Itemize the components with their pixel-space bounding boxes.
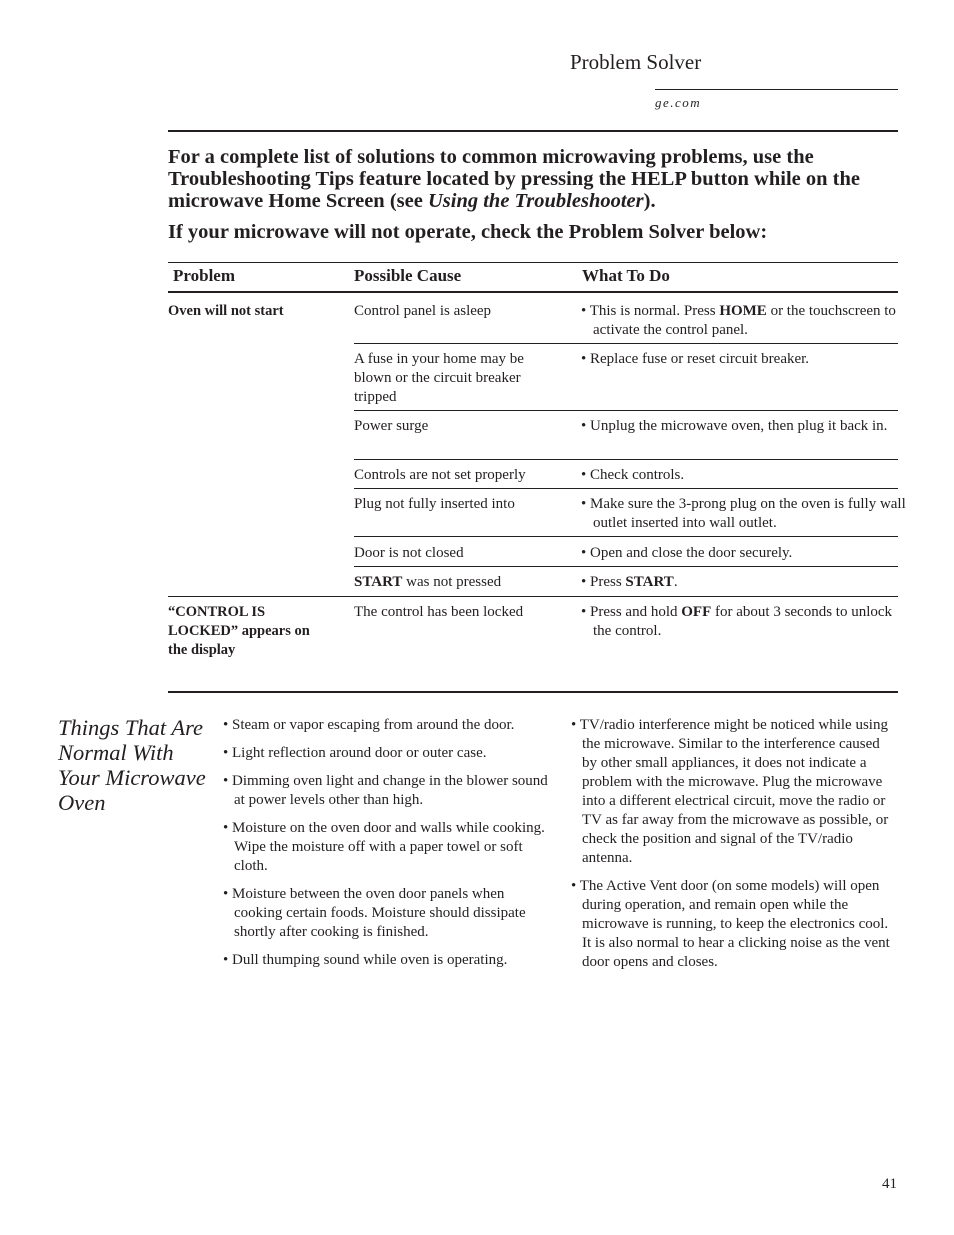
- cause-cell: Door is not closed: [354, 545, 464, 561]
- cause-cell: Controls are not set properly: [354, 467, 526, 483]
- cause-cell: The control has been locked: [354, 604, 524, 620]
- cause-cell: Power surge: [354, 418, 429, 434]
- intro-italic-reference: Using the Troubleshooter: [427, 190, 644, 212]
- row-divider: [354, 488, 898, 489]
- column-header-what-to-do: What To Do: [582, 266, 670, 285]
- list-item: • The Active Vent door (on some models) will open during operation, and remain open while the microwave is running, to keep the electronics cool. It is also normal to hear a clicking noise as the vent door opens and closes.: [571, 878, 890, 970]
- start-key-label: START: [625, 574, 674, 590]
- solution-text: or the touchscreen to activate the control panel.: [593, 303, 896, 338]
- solution-text: • Press and hold: [581, 604, 682, 620]
- solution-cell: • Replace fuse or reset circuit breaker.: [581, 351, 810, 367]
- section-title: Problem Solver: [570, 50, 702, 74]
- cause-cell: Plug not fully inserted into: [354, 496, 515, 512]
- table-bottom-rule: [168, 691, 898, 693]
- solution-text: • This is normal. Press: [581, 303, 720, 319]
- solution-text: for about 3 seconds to unlock the control.: [593, 604, 893, 639]
- normal-things-heading: Things That Are Normal With Your Microwave Oven: [58, 715, 206, 815]
- home-key-label: HOME: [719, 303, 767, 319]
- normal-list-right: [571, 716, 898, 972]
- column-header-problem: Problem: [173, 266, 236, 285]
- group-divider: [168, 596, 898, 597]
- cause-cell: [354, 573, 569, 592]
- page-number: 41: [882, 1176, 897, 1192]
- site-link[interactable]: ge.com: [655, 95, 702, 110]
- header-divider: [655, 89, 898, 90]
- cause-cell: Control panel is asleep: [354, 303, 492, 319]
- intro-paragraph: [168, 146, 898, 212]
- row-divider: [354, 410, 898, 411]
- solution-cell: [581, 603, 910, 641]
- solution-cell: [581, 573, 910, 592]
- list-item: • Light reflection around door or outer case.: [223, 745, 487, 761]
- solution-cell: • Make sure the 3-prong plug on the oven is fully wall outlet inserted into wall outlet.: [581, 496, 906, 531]
- intro-text: For a complete list of solutions to common microwaving problems, use the Troubleshooting Tips feature located by pressing the HELP button while on the microwave Home Screen (see: [168, 146, 860, 212]
- list-item: • Dimming oven light and change in the blower sound at power levels other than high.: [223, 773, 548, 808]
- list-item: • TV/radio interference might be noticed while using the microwave. Similar to the interference caused by other small appliances, it does not indicate a problem with the microwave. Plug the microwave into a different electrical circuit, move the radio or TV as far away from the microwave as possible, or check the position and signal of the TV/radio antenna.: [571, 717, 889, 866]
- row-divider: [354, 566, 898, 567]
- check-problem-solver-text: If your microwave will not operate, check the Problem Solver below:: [168, 221, 768, 243]
- list-item: • Steam or vapor escaping from around the door.: [223, 717, 515, 733]
- row-divider: [354, 536, 898, 537]
- table-top-rule: [168, 262, 898, 263]
- row-divider: [354, 459, 898, 460]
- solution-cell: • Check controls.: [581, 467, 685, 483]
- solution-cell: • Open and close the door securely.: [581, 545, 793, 561]
- list-item: • Dull thumping sound while oven is operating.: [223, 952, 508, 968]
- problem-oven-will-not-start: Oven will not start: [168, 303, 284, 319]
- solution-cell: [581, 302, 910, 340]
- intro-text-end: ).: [643, 190, 656, 212]
- table-header-rule: [168, 291, 898, 293]
- list-item: • Moisture between the oven door panels when cooking certain foods. Moisture should dissipate shortly after cooking is finished.: [223, 886, 526, 940]
- problem-control-locked: “CONTROL IS LOCKED” appears on the display: [168, 604, 310, 658]
- cause-cell: A fuse in your home may be blown or the circuit breaker tripped: [354, 351, 524, 405]
- solution-text: .: [673, 574, 678, 590]
- off-key-label: OFF: [681, 604, 712, 620]
- list-item: • Moisture on the oven door and walls while cooking. Wipe the moisture off with a paper towel or soft cloth.: [223, 820, 545, 874]
- cause-text: was not pressed: [402, 574, 502, 590]
- start-key-label: START: [354, 574, 403, 590]
- row-divider: [354, 343, 898, 344]
- normal-list-left: [223, 716, 553, 970]
- solution-text: • Press: [581, 574, 626, 590]
- top-divider: [168, 130, 898, 132]
- column-header-cause: Possible Cause: [354, 266, 462, 285]
- solution-cell: • Unplug the microwave oven, then plug it back in.: [581, 418, 888, 434]
